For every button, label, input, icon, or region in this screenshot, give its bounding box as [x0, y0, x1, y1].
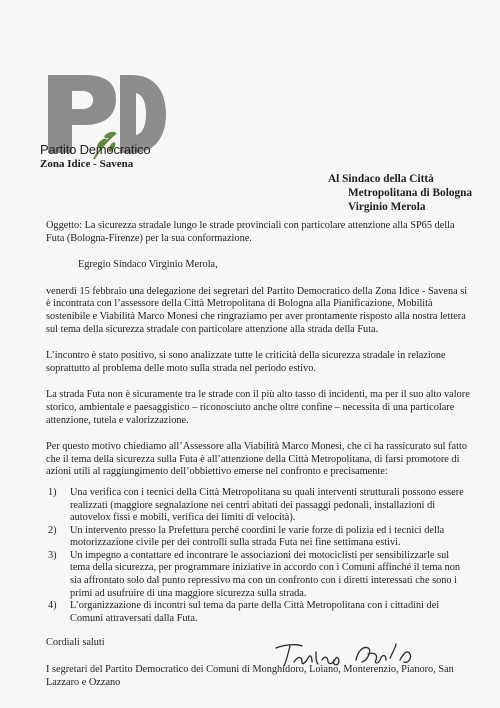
list-number: 2)	[48, 524, 57, 536]
greeting: Egregio Sindaco Virginio Merola,	[78, 259, 218, 271]
subject-line: Oggetto: La sicurezza stradale lungo le strade provinciali con particolare attenzione alla SP65 della Futa (Bologna-Firenze) per la sua conformazione.	[46, 220, 455, 244]
signature-icon	[272, 640, 422, 670]
paragraph: Per questo motivo chiediamo all’Assessore alla Viabilità Marco Monesi, che ci ha rassicurato sul fatto che il tema della sicurezza sulla Futa è all’attenzione della Città Metropolitana, di farsi promotore di azioni utili al raggiungimento dell’obbiettivo emerse nel confronto e precisamente:	[46, 441, 467, 478]
signoff: I segretari del Partito Democratico dei Comuni di Monghidoro, Loiano, Monterenzio, Pianoro, San Lazzaro e Ozzano	[46, 664, 454, 688]
zone-name: Zona Idice - Savena	[40, 158, 134, 170]
paragraph: La strada Futa non è sicuramente tra le strade con il più alto tasso di incidenti, ma per il suo alto valore storico, ambientale e paesaggistico – riconosciuto anche oltre confine – necessita di una particolare attenzione, tutela e valorizzazione.	[46, 389, 470, 426]
party-name: Partito Democratico	[40, 142, 151, 157]
list-item	[46, 600, 470, 625]
list-text: Una verifica con i tecnici della Città Metropolitana su quali interventi strutturali possono essere realizzati (maggiore segnalazione nei centri abitati dei passaggi pedonali, installazioni di autovelox fissi e mobili, verifica dei limiti di velocità).	[70, 486, 464, 524]
list-text: L’organizzazione di incontri sul tema da parte della Città Metropolitana con i cittadini dei Comuni attraversati dalla Futa.	[70, 600, 440, 624]
party-header	[40, 143, 180, 171]
paragraph: venerdì 15 febbraio una delegazione dei segretari del Partito Democratico della Zona Idice - Savena si è incontrata con l’assessore della Città Metropolitana di Bologna alla Pianificazione, Mobilità sostenibile e Viabilità Marco Monesi che ringraziamo per aver prontamente risposto alla nostra lettera sul tema della sicurezza stradale con particolare attenzione alla strada della Futa.	[46, 285, 468, 335]
recipient-line-1: Al Sindaco della Città	[328, 173, 434, 185]
paragraph: L’incontro è stato positivo, si sono analizzate tutte le criticità della sicurezza stradale in relazione soprattutto al problema delle moto sulla strada nel periodo estivo.	[46, 350, 446, 374]
recipient-line-2: Metropolitana di Bologna	[348, 187, 473, 199]
list-item	[46, 525, 470, 550]
list-text: Un intervento presso la Prefettura perché coordini le varie forze di polizia ed i tecnici della motorizzazione civile per dei controlli sulla strada Futa nei fine settimana estivi.	[70, 524, 445, 549]
request-list	[46, 487, 470, 626]
list-number: 4)	[48, 600, 57, 612]
list-item	[46, 487, 470, 525]
list-text: Un impegno a contattare ed incontrare le associazioni dei motociclisti per sensibilizzarle sul tema della sicurezza, per programmare iniziative in accordo con i Comuni affinché il tema non sia affrontato solo dal punto repressivo ma con un confronto con i diretti interessati che sono i primi ad usufruire di una maggiore sicurezza sulla strada.	[70, 549, 461, 599]
list-item	[46, 550, 470, 600]
recipient-address	[328, 172, 472, 214]
list-number: 1)	[48, 486, 57, 498]
recipient-line-3: Virginio Merola	[348, 201, 426, 213]
closing: Cordiali saluti	[46, 637, 105, 649]
letter-body	[46, 220, 470, 689]
list-number: 3)	[48, 549, 57, 561]
